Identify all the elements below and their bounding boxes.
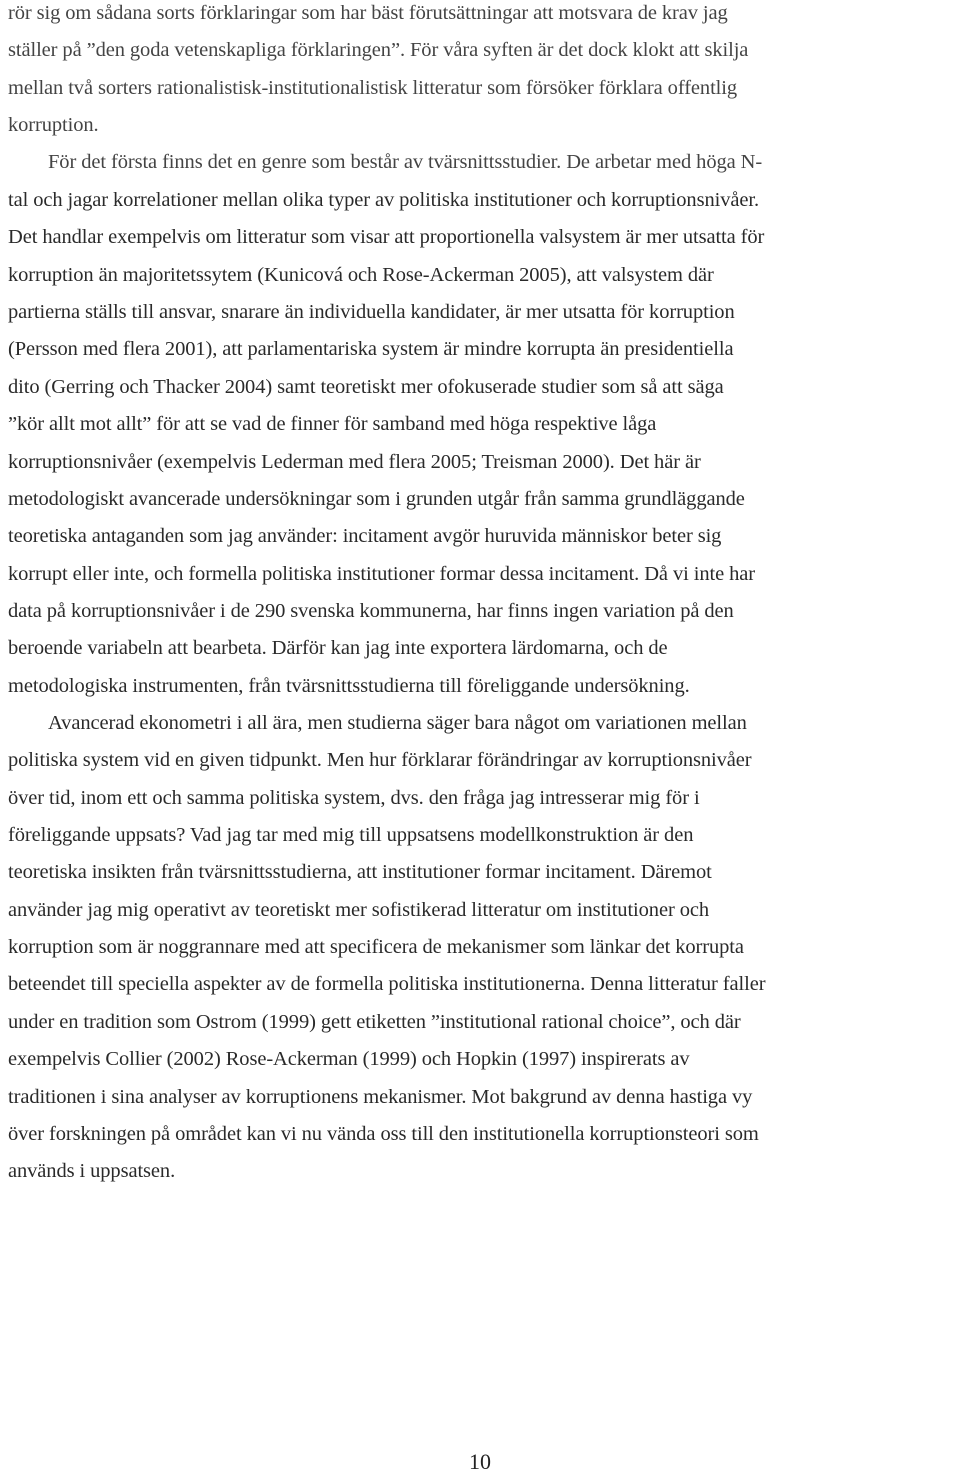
text-line: Det handlar exempelvis om litteratur som visar att proportionella valsystem är mer utsatta för xyxy=(8,226,765,248)
text-line: ställer på ”den goda vetenskapliga förklaringen”. För våra syften är det dock klokt att skilja xyxy=(8,39,749,61)
text-line: föreliggande uppsats? Vad jag tar med mig till uppsatsens modellkonstruktion är den xyxy=(8,824,694,846)
text-line: beteendet till speciella aspekter av de formella politiska institutionerna. Denna litteratur faller xyxy=(8,973,766,995)
text-line: exempelvis Collier (2002) Rose-Ackerman (1999) och Hopkin (1997) inspirerats av xyxy=(8,1048,690,1070)
text-line: data på korruptionsnivåer i de 290 svenska kommunerna, har finns ingen variation på den xyxy=(8,600,734,622)
text-line: använder jag mig operativt av teoretiskt mer sofistikerad litteratur om institutioner och xyxy=(8,899,709,921)
text-line: rör sig om sådana sorts förklaringar som har bäst förutsättningar att motsvara de krav jag xyxy=(8,2,728,24)
text-line: över tid, inom ett och samma politiska system, dvs. den fråga jag intresserar mig för i xyxy=(8,787,700,809)
text-line: korruption som är noggrannare med att specificera de mekanismer som länkar det korrupta xyxy=(8,936,744,958)
text-line: teoretiska insikten från tvärsnittsstudierna, att institutioner formar incitament. Däremot xyxy=(8,861,712,883)
text-line: (Persson med flera 2001), att parlamentariska system är mindre korrupta än presidentiella xyxy=(8,338,734,360)
text-line: dito (Gerring och Thacker 2004) samt teoretiskt mer ofokuserade studier som så att säga xyxy=(8,376,724,398)
text-line: metodologiskt avancerade undersökningar som i grunden utgår från samma grundläggande xyxy=(8,488,745,510)
text-line: metodologiska instrumenten, från tvärsnittsstudierna till föreliggande undersökning. xyxy=(8,675,690,697)
page-number: 10 xyxy=(469,1449,491,1474)
text-line: över forskningen på området kan vi nu vända oss till den institutionella korruptionsteori som xyxy=(8,1123,759,1145)
text-line: används i uppsatsen. xyxy=(8,1160,176,1182)
text-line: korruption än majoritetssytem (Kunicová och Rose-Ackerman 2005), att valsystem där xyxy=(8,264,714,286)
text-line: tal och jagar korrelationer mellan olika typer av politiska institutioner och korruptionsnivåer. xyxy=(8,189,759,211)
text-line: under en tradition som Ostrom (1999) gett etiketten ”institutional rational choice”, och där xyxy=(8,1011,741,1033)
text-line: politiska system vid en given tidpunkt. Men hur förklarar förändringar av korruptionsnivåer xyxy=(8,749,752,771)
text-line: beroende variabeln att bearbeta. Därför kan jag inte exportera lärdomarna, och de xyxy=(8,637,668,659)
paragraph-first-line: Avancerad ekonometri i all ära, men studierna säger bara något om variationen mellan xyxy=(48,712,747,734)
text-line: korrupt eller inte, och formella politiska institutioner formar dessa incitament. Då vi inte har xyxy=(8,563,755,585)
text-line: traditionen i sina analyser av korruptionens mekanismer. Mot bakgrund av denna hastiga vy xyxy=(8,1086,753,1108)
text-line: mellan två sorters rationalistisk-institutionalistisk litteratur som försöker förklara offentlig xyxy=(8,77,738,99)
text-line: korruptionsnivåer (exempelvis Lederman med flera 2005; Treisman 2000). Det här är xyxy=(8,451,701,473)
text-line: teoretiska antaganden som jag använder: incitament avgör huruvida människor beter sig xyxy=(8,525,722,547)
text-line: ”kör allt mot allt” för att se vad de finner för samband med höga respektive låga xyxy=(8,413,657,435)
paragraph-first-line: För det första finns det en genre som består av tvärsnittsstudier. De arbetar med höga N- xyxy=(48,151,763,173)
text-line: partierna ställs till ansvar, snarare än individuella kandidater, är mer utsatta för korruption xyxy=(8,301,735,323)
text-line: korruption. xyxy=(8,114,99,136)
